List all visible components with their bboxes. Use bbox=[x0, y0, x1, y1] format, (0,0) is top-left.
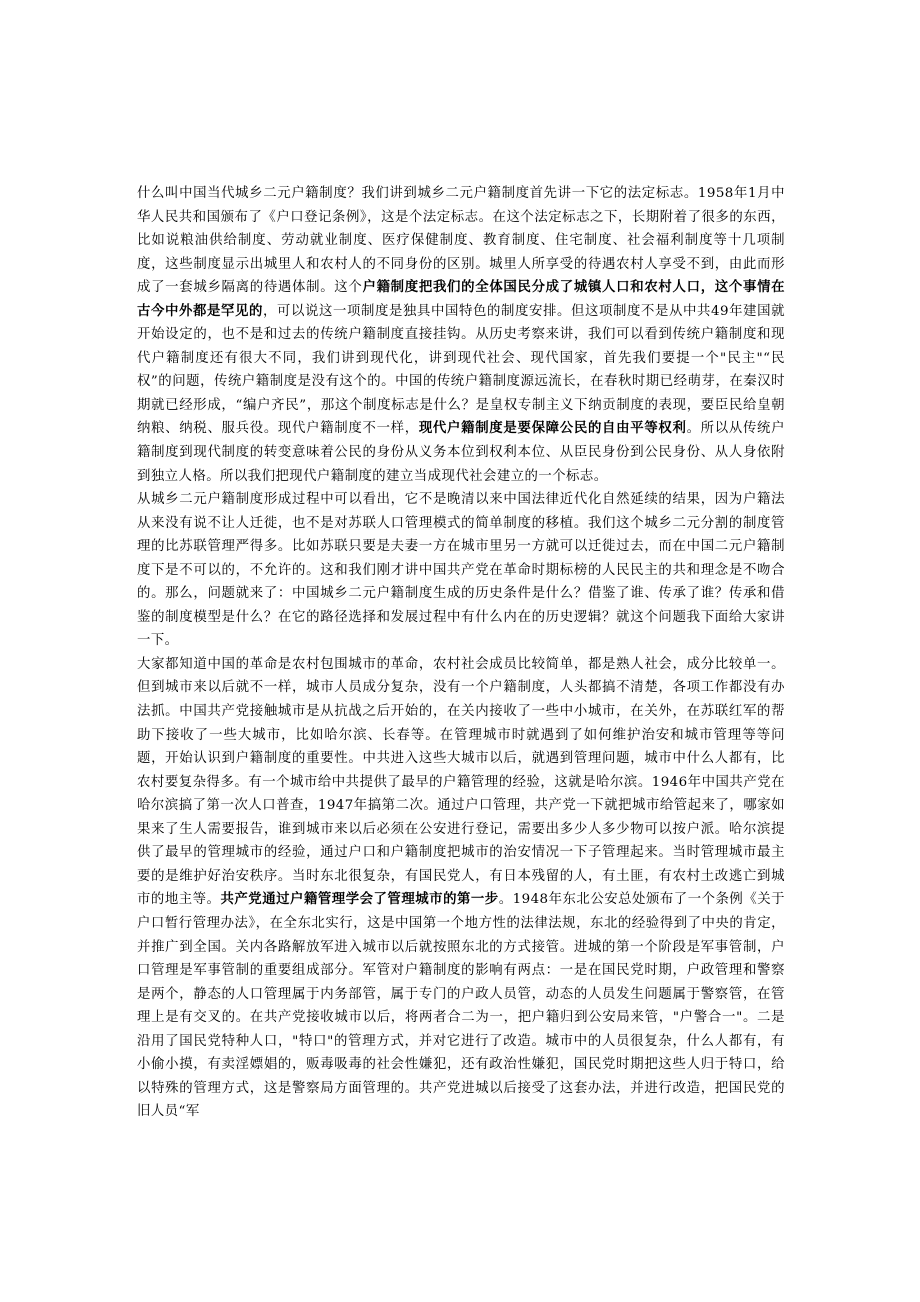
paragraph-city-management-history bbox=[137, 653, 785, 1124]
paragraph-1-bold-1: 户籍制度把我们的全体国民分成了城镇人口和农村人口，这个事情在古今中外都是罕见的 bbox=[137, 279, 786, 319]
paragraph-1-text-2: ，可以说这一项制度是独具中国特色的制度安排。但这项制度不是从中共49年建国就开始设定的，也不是和过去的传统户籍制度直接挂钩。从历史考察来讲，我们可以看到传统户籍制度和现代户籍制度还有很大不同，我们讲到现代化，讲到现代社会、现代国家，首先我们要提一个"民主"“民权”的问题，传统户籍制度是没有这个的。中国的传统户籍制度源远流长，在春秋时期已经萌芽，在秦汉时期就已经形成，“编户齐民”，那这个制度标志是什么？是皇权专制主义下纳贡制度的表现，要臣民给皇朝纳粮、纳税、服兵役。现代户籍制度不一样， bbox=[137, 303, 785, 437]
paragraph-3-text-2: 。1948年东北公安总处颁布了一个条例《关于户口暂行管理办法》，在全东北实行，这是中国第一个地方性的法律法规，东北的经验得到了中央的肯定，并推广到全国。关内各路解放军进入城市以后就按照东北的方式接管。进城的第一个阶段是军事管制，户口管理是军事管制的重要组成部分。军管对户籍制度的影响有两点：一是在国民党时期，户政管理和警察是两个，静态的人口管理属于内务部管，属于专门的户政人员管，动态的人员发生问题属于警察管，在管理上是有交叉的。在共产党接收城市以后，将两者合二为一，把户籍归到公安局来管，"户警合一"。二是沿用了国民党特种人口，"特口"的管理方式，并对它进行了改造。城市中的人员很复杂，什么人都有，有小偷小摸，有卖淫嫖娼的，贩毒吸毒的社会性嫌犯，还有政治性嫌犯，国民党时期把这些人归于特口，给以特殊的管理方式，这是警察局方面管理的。共产党进城以后接受了这套办法，并进行改造，把国民党的旧人员“军 bbox=[137, 892, 786, 1120]
document-body bbox=[137, 182, 785, 1124]
paragraph-1-text-1: 什么叫中国当代城乡二元户籍制度？我们讲到城乡二元户籍制度首先讲一下它的法定标志。1958年1月中华人民共和国颁布了《户口登记条例》，这是个法定标志。在这个法定标志之下，长期附着了很多的东西，比如说粮油供给制度、劳动就业制度、医疗保健制度、教育制度、住宅制度、社会福利制度等十几项制度，这些制度显示出城里人和农村人的不同身份的区别。城里人所享受的待遇农村人享受不到，由此而形成了一套城乡隔离的待遇体制。这个 bbox=[137, 186, 785, 296]
paragraph-3-text-1: 大家都知道中国的革命是农村包围城市的革命，农村社会成员比较简单，都是熟人社会，成分比较单一。但到城市来以后就不一样，城市人员成分复杂，没有一个户籍制度，人头都搞不清楚，各项工作都没有办法抓。中国共产党接触城市是从抗战之后开始的，在关内接收了一些中小城市，在关外，在苏联红军的帮助下接收了一些大城市，比如哈尔滨、长春等。在管理城市时就遇到了如何维护治安和城市管理等等问题，开始认识到户籍制度的重要性。中共进入这些大城市以后，就遇到管理问题，城市中什么人都有，比农村要复杂得多。有一个城市给中共提供了最早的户籍管理的经验，这就是哈尔滨。1946年中国共产党在哈尔滨搞了第一次人口普查，1947年搞第二次。通过户口管理，共产党一下就把城市给管起来了，哪家如果来了生人需要报告，谁到城市来以后必须在公安进行登记，需要出多少人多少物可以按户派。哈尔滨提供了最早的管理城市的经验，通过户口和户籍制度把城市的治安情况一下子管理起来。当时管理城市最主要的是维护好治安秩序。当时东北很复杂，有国民党人，有日本残留的人，有土匪，有农村土改逃亡到城市的地主等。 bbox=[137, 656, 785, 908]
paragraph-household-registration-definition bbox=[137, 182, 785, 488]
document-page bbox=[137, 0, 785, 1302]
paragraph-formation-process bbox=[137, 488, 785, 653]
paragraph-1-bold-2: 现代户籍制度是要保障公民的自由平等权利 bbox=[418, 420, 687, 437]
paragraph-3-bold-1: 共产党通过户籍管理学会了管理城市的第一步 bbox=[220, 891, 499, 908]
paragraph-2-text-1: 从城乡二元户籍制度形成过程中可以看出，它不是晚清以来中国法律近代化自然延续的结果，因为户籍法从来没有说不让人迁徙，也不是对苏联人口管理模式的简单制度的移植。我们这个城乡二元分割的制度管理的比苏联管理严得多。比如苏联只要是夫妻一方在城市里另一方就可以迁徙过去，而在中国二元户籍制度下是不可以的，不允许的。这和我们刚才讲中国共产党在革命时期标榜的人民民主的共和理念是不吻合的。那么，问题就来了：中国城乡二元户籍制度生成的历史条件是什么？借鉴了谁、传承了谁？传承和借鉴的制度模型是什么？在它的路径选择和发展过程中有什么内在的历史逻辑？就这个问题我下面给大家讲一下。 bbox=[137, 492, 785, 649]
paragraph-1-text-3: 。所以从传统户籍制度到现代制度的转变意味着公民的身份从义务本位到权利本位、从臣民身份到公民身份、从人身依附到独立人格。所以我们把现代户籍制度的建立当成现代社会建立的一个标志。 bbox=[137, 421, 785, 484]
